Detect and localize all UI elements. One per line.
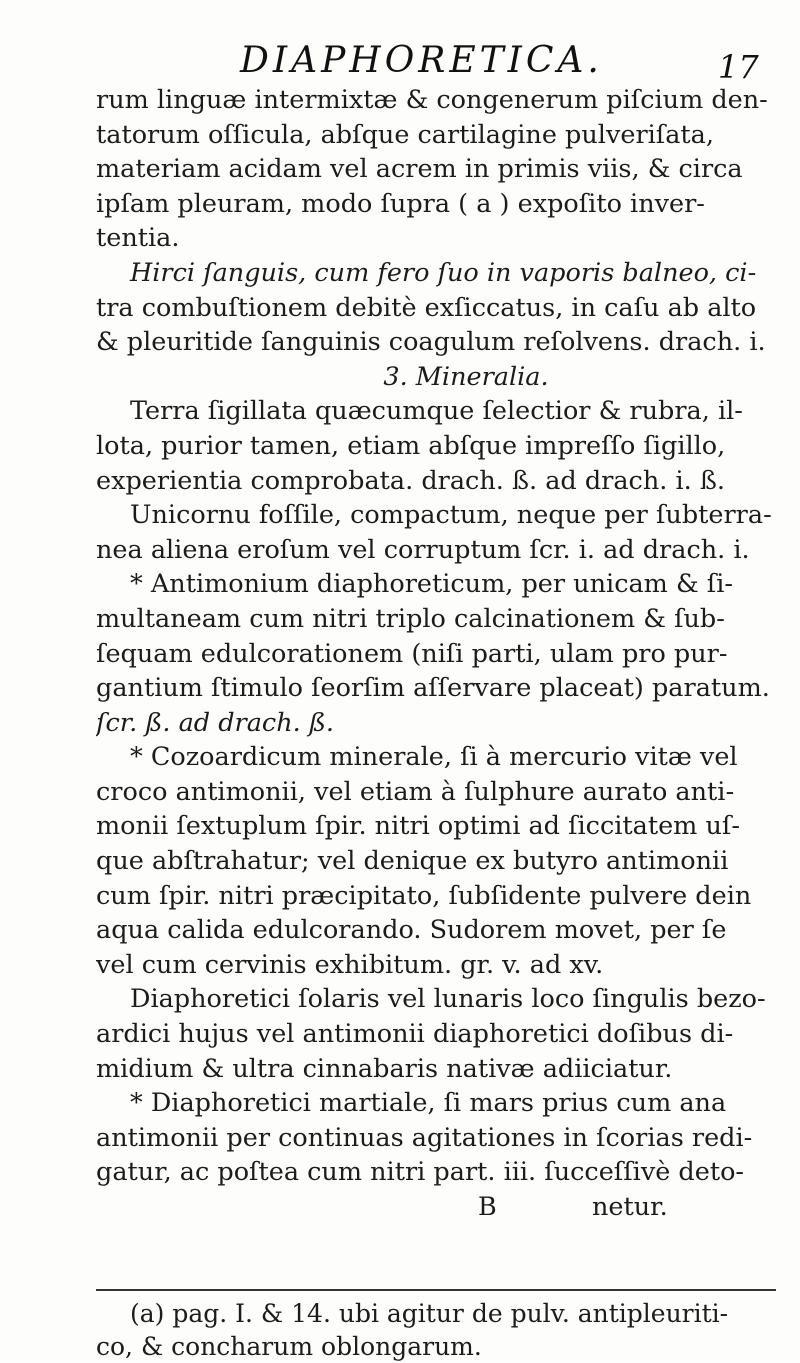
text-line: gatur, ac poſtea cum nitri part. iii. ſucceſſivè deto- <box>96 1157 745 1188</box>
text-line: gantium ſtimulo ſeorſim aſſervare placeat) paratum. <box>96 673 770 704</box>
text-line: materiam acidam vel acrem in primis viis, & circa <box>96 154 743 185</box>
text-line: aqua calida edulcorando. Sudorem movet, per ſe <box>96 915 727 946</box>
text-line: multaneam cum nitri triplo calcinationem & ſub- <box>96 603 725 634</box>
section-heading: 3. Mineralia. <box>383 361 549 392</box>
text-line: rum linguæ intermixtæ & congenerum piſcium den- <box>96 85 768 115</box>
text-line: * Cozoardicum minerale, ſi à mercurio vitæ vel <box>130 742 738 773</box>
footnote <box>96 1297 776 1363</box>
text-line: Unicornu foſſile, compactum, neque per ſubterra- <box>130 500 772 531</box>
footnote-line: (a) pag. I. & 14. ubi agitur de pulv. antipleuriti- <box>130 1299 729 1328</box>
text-line: vel cum cervinis exhibitum. gr. v. ad xv. <box>96 949 604 980</box>
text-line: tatorum oſſicula, abſque cartilagine pulveriſata, <box>96 119 714 150</box>
page-number: 17 <box>718 48 759 86</box>
signature-mark: B <box>478 1192 497 1222</box>
signature-row <box>96 1190 776 1225</box>
text-line: * Diaphoretici martiale, ſi mars prius cum ana <box>130 1088 727 1119</box>
text-line: croco antimonii, vel etiam à ſulphure aurato anti- <box>96 776 735 807</box>
footnote-line: co, & concharum oblongarum. <box>96 1332 482 1361</box>
text-line: tra combuſtionem debitè exſiccatus, in caſu ab alto <box>96 292 757 323</box>
text-line: ipſam pleuram, modo ſupra ( a ) expoſito inver- <box>96 188 705 219</box>
text-line: tentia. <box>96 223 180 254</box>
text-line: midium & ultra cinnabaris nativæ adiiciatur. <box>96 1053 673 1084</box>
text-line: experientia comprobata. drach. ß. ad drach. i. ß. <box>96 465 725 496</box>
text-line: Terra ſigillata quæcumque ſelectior & rubra, il- <box>130 396 743 427</box>
text-line: Hirci ſanguis, cum fero ſuo in vaporis balneo, ci- <box>130 257 757 288</box>
footnote-divider <box>96 1289 776 1291</box>
text-line: * Antimonium diaphoreticum, per unicam & ſi- <box>130 569 733 600</box>
text-line: Diaphoretici ſolaris vel lunaris loco ſingulis bezo- <box>130 984 766 1015</box>
running-title: DIAPHORETICA. <box>240 40 603 81</box>
text-line: cum ſpir. nitri præcipitato, ſubſidente pulvere dein <box>96 880 752 911</box>
text-line: & pleuritide ſanguinis coagulum reſolvens. drach. i. <box>96 327 766 358</box>
text-line: antimonii per continuas agitationes in ſcorias redi- <box>96 1122 753 1153</box>
body-text <box>96 83 776 1225</box>
text-line: monii ſextuplum ſpir. nitri optimi ad ſiccitatem uſ- <box>96 811 740 842</box>
text-line: ſequam edulcorationem (niſi parti, ulam pro pur- <box>96 638 728 669</box>
text-line: ardici hujus vel antimonii diaphoretici doſibus di- <box>96 1019 734 1050</box>
text-line: que abſtrahatur; vel denique ex butyro antimonii <box>96 846 729 877</box>
text-line: ſcr. ß. ad drach. ß. <box>96 707 334 738</box>
text-line: lota, purior tamen, etiam abſque impreſſo ſigillo, <box>96 430 726 461</box>
text-line: nea aliena eroſum vel corruptum ſcr. i. ad drach. i. <box>96 534 750 565</box>
catchword: netur. <box>592 1192 668 1222</box>
